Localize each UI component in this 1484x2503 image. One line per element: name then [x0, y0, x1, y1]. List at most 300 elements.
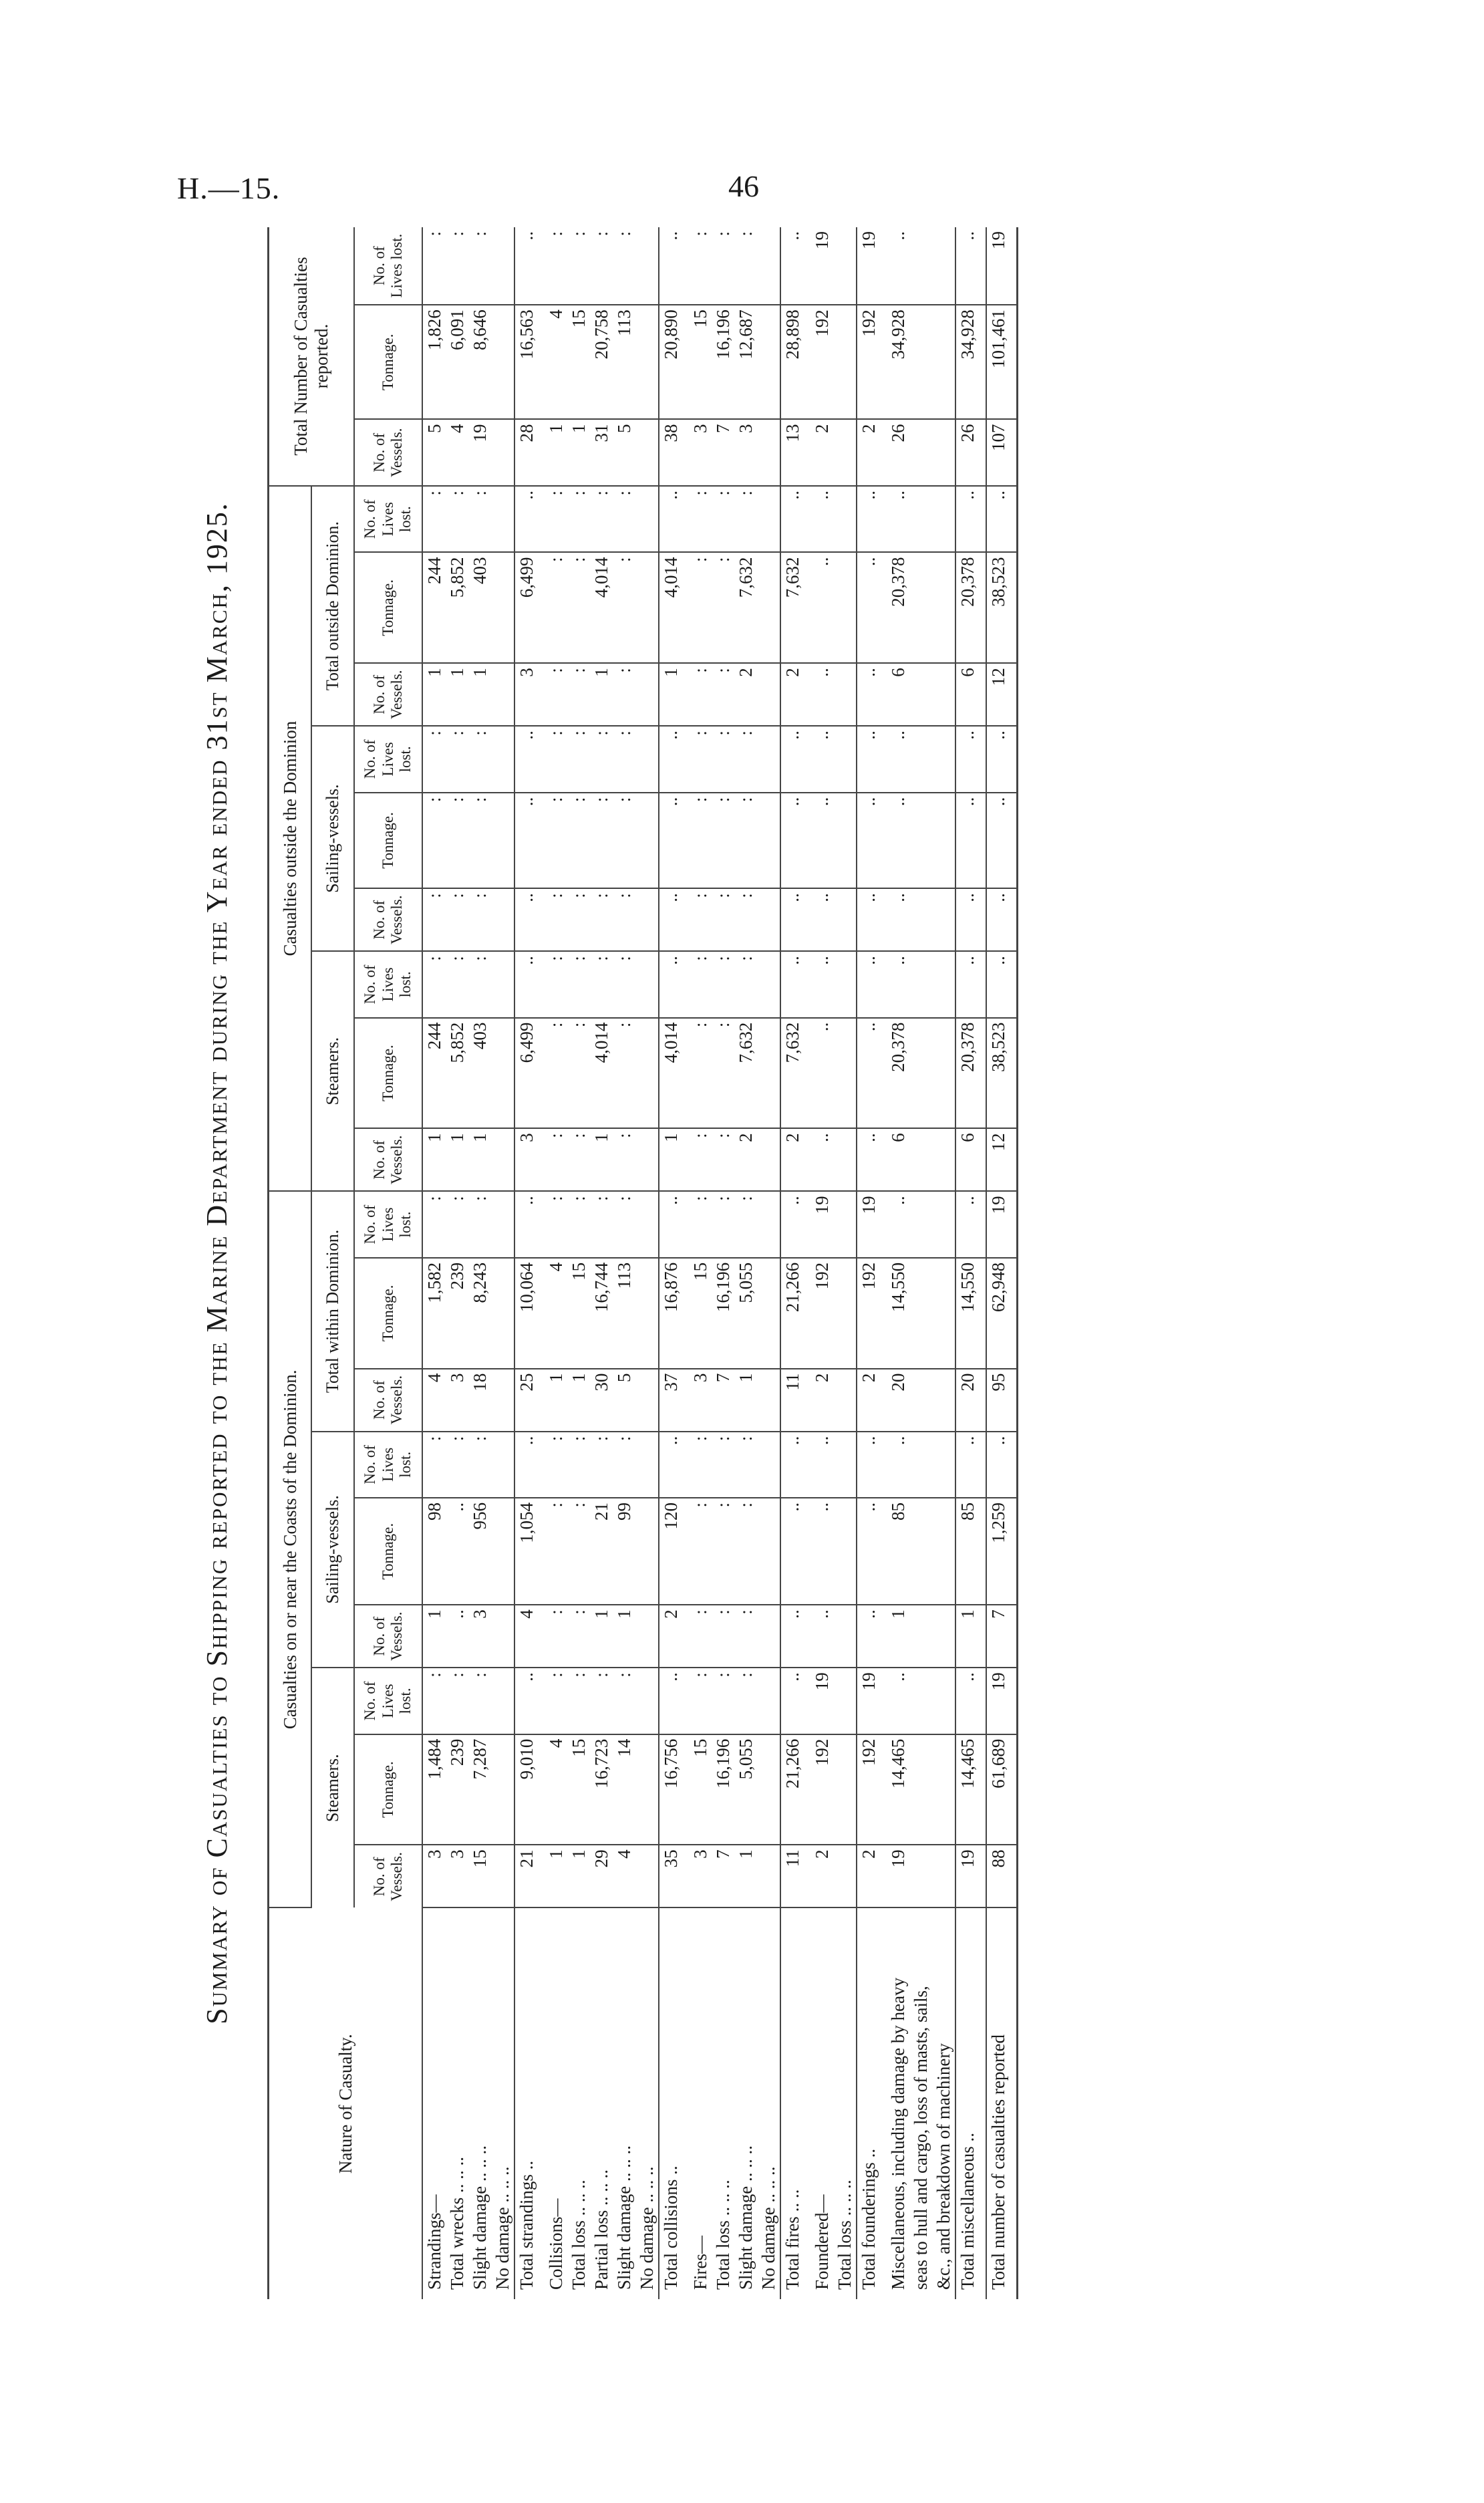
- value-cell: 19: [986, 1191, 1010, 1258]
- value-cell: ..: [780, 1498, 804, 1605]
- spacer-cell: [1010, 726, 1018, 792]
- value-cell: ..: [857, 951, 880, 1017]
- value-cell: 34,928: [887, 305, 955, 419]
- value-cell: 1: [659, 663, 682, 726]
- spacer-cell: [1010, 419, 1018, 485]
- value-cell: 244 5,852 403: [422, 552, 514, 663]
- value-cell: 38,523: [986, 1018, 1010, 1129]
- spacer-cell: [979, 1605, 986, 1668]
- value-cell: ..: [780, 888, 804, 951]
- value-cell: ..: [810, 951, 857, 1017]
- value-cell: 4,014: [659, 552, 682, 663]
- page-number: 46: [728, 169, 759, 203]
- value-cell: 19: [857, 1191, 880, 1258]
- spacer-cell: [979, 793, 986, 889]
- row-spacer: [538, 227, 545, 2299]
- spacer-cell: [682, 552, 689, 663]
- value-cell: 1 1 29 4: [545, 1845, 659, 1907]
- value-cell: 12: [986, 663, 1010, 726]
- value-cell: ..: [857, 888, 880, 951]
- spacer-cell: [538, 552, 545, 663]
- within-dominion-header: Casualties on or near the Coasts of the Dominion.: [269, 1191, 312, 1907]
- spacer-cell: [1010, 793, 1018, 889]
- spacer-cell: [979, 1369, 986, 1432]
- spacer-cell: [804, 1258, 810, 1369]
- spacer-cell: [538, 305, 545, 419]
- value-cell: : : :: [422, 951, 514, 1017]
- value-cell: 1,582 239 8,243: [422, 1258, 514, 1369]
- value-cell: 4: [514, 1605, 538, 1668]
- table-row: [422, 227, 514, 2299]
- spacer-cell: [880, 793, 887, 889]
- value-cell: ..: [887, 793, 955, 889]
- value-cell: ..: [810, 793, 857, 889]
- spacer-cell: [979, 663, 986, 726]
- value-cell: ..: [955, 1432, 979, 1498]
- value-cell: ..: [986, 1432, 1010, 1498]
- value-cell: 3: [514, 663, 538, 726]
- value-cell: ..: [514, 793, 538, 889]
- spacer-cell: [979, 486, 986, 553]
- row-spacer: [804, 227, 810, 2299]
- value-cell: ..: [955, 227, 979, 305]
- value-cell: 192: [810, 305, 857, 419]
- value-cell: ..: [857, 726, 880, 792]
- total-outside-header: Total outside Dominion.: [311, 486, 354, 726]
- value-cell: ..: [780, 486, 804, 553]
- value-cell: ..: [514, 888, 538, 951]
- value-cell: 20,378: [955, 1018, 979, 1129]
- value-cell: : : 2: [689, 1128, 780, 1191]
- spacer-cell: [880, 726, 887, 792]
- value-cell: ..: [857, 663, 880, 726]
- spacer-cell: [682, 1258, 689, 1369]
- outside-dominion-header: Casualties outside the Dominion: [269, 486, 312, 1191]
- value-cell: 14,550: [887, 1258, 955, 1369]
- value-cell: 85: [955, 1498, 979, 1605]
- spacer-cell: [979, 1258, 986, 1369]
- value-cell: 2: [810, 1369, 857, 1432]
- column-label-vessels: No. of Vessels.: [354, 1128, 422, 1191]
- value-cell: 20: [955, 1369, 979, 1432]
- value-cell: 6,499: [514, 1018, 538, 1129]
- value-cell: 16,563: [514, 305, 538, 419]
- value-cell: : : :: [689, 888, 780, 951]
- value-cell: 4 3 18: [422, 1369, 514, 1432]
- spacer-cell: [880, 1128, 887, 1191]
- value-cell: 19: [857, 227, 880, 305]
- value-cell: : : 1 :: [545, 1128, 659, 1191]
- spacer-cell: [979, 1907, 986, 2299]
- value-cell: 2: [780, 1128, 804, 1191]
- value-cell: 19: [986, 1668, 1010, 1734]
- spacer-cell: [804, 1734, 810, 1845]
- value-cell: : : :: [422, 1191, 514, 1258]
- column-label-tonnage: Tonnage.: [354, 1018, 422, 1129]
- spacer-cell: [1010, 227, 1018, 305]
- spacer-cell: [1010, 1128, 1018, 1191]
- rotated-table-block: [187, 227, 1323, 2299]
- spacer-cell: [682, 1369, 689, 1432]
- spacer-cell: [804, 663, 810, 726]
- spacer-cell: [804, 1432, 810, 1498]
- spacer-cell: [804, 726, 810, 792]
- spacer-cell: [880, 305, 887, 419]
- spacer-cell: [538, 1907, 545, 2299]
- value-cell: 1: [955, 1605, 979, 1668]
- within-steamers-header: Steamers.: [311, 1668, 354, 1907]
- value-cell: 21,266: [780, 1734, 804, 1845]
- value-cell: : : :: [689, 1432, 780, 1498]
- spacer-cell: [804, 1369, 810, 1432]
- column-label-tonnage: Tonnage.: [354, 1734, 422, 1845]
- value-cell: : : :: [689, 951, 780, 1017]
- spacer-cell: [804, 1907, 810, 2299]
- value-cell: 3: [514, 1128, 538, 1191]
- value-cell: 4 15 20,758 113: [545, 305, 659, 419]
- nature-cell: Total miscellaneous ..: [955, 1907, 979, 2299]
- spacer-cell: [682, 1432, 689, 1498]
- value-cell: ..: [810, 1432, 857, 1498]
- value-cell: 19: [810, 227, 857, 305]
- value-cell: ..: [780, 1605, 804, 1668]
- value-cell: : : :: [689, 793, 780, 889]
- spacer-cell: [804, 227, 810, 305]
- value-cell: 26: [887, 419, 955, 485]
- value-cell: 20: [887, 1369, 955, 1432]
- spacer-cell: [1010, 1258, 1018, 1369]
- column-label-vessels: No. of Vessels.: [354, 1605, 422, 1668]
- spacer-cell: [880, 951, 887, 1017]
- value-cell: : : 7,632: [689, 552, 780, 663]
- value-cell: ..: [659, 793, 682, 889]
- value-cell: 25: [514, 1369, 538, 1432]
- value-cell: 192: [857, 1734, 880, 1845]
- nature-cell: Total founderings ..: [857, 1907, 880, 2299]
- nature-cell: Collisions— Total loss .. .. .. Partial loss .. .. .. Slight damage .. .. .. No damage .. .. ..: [546, 2145, 657, 2290]
- value-cell: : : :: [422, 888, 514, 951]
- spacer-cell: [682, 1845, 689, 1907]
- spacer-cell: [979, 1734, 986, 1845]
- column-label-vessels: No. of Vessels.: [354, 1369, 422, 1432]
- column-label-lives: No. of Lives lost.: [354, 1668, 422, 1734]
- value-cell: 10,064: [514, 1258, 538, 1369]
- spacer-cell: [1010, 1845, 1018, 1907]
- value-cell: 3 7 1: [689, 1845, 780, 1907]
- column-label-vessels: No. of Vessels.: [354, 419, 422, 485]
- spacer-cell: [682, 1191, 689, 1258]
- spacer-cell: [682, 1498, 689, 1605]
- value-cell: 14,465: [955, 1734, 979, 1845]
- spacer-cell: [880, 227, 887, 305]
- value-cell: 28: [514, 419, 538, 485]
- value-cell: ..: [857, 1498, 880, 1605]
- value-cell: : : :: [422, 793, 514, 889]
- value-cell: 1 1 1: [422, 663, 514, 726]
- value-cell: 11: [780, 1845, 804, 1907]
- spacer-cell: [979, 419, 986, 485]
- value-cell: ..: [955, 1191, 979, 1258]
- value-cell: : : 4,014 :: [545, 1018, 659, 1129]
- column-label-tonnage: Tonnage.: [354, 793, 422, 889]
- value-cell: ..: [887, 227, 955, 305]
- spacer-cell: [1010, 663, 1018, 726]
- value-cell: 1: [659, 1128, 682, 1191]
- spacer-cell: [538, 1668, 545, 1734]
- spacer-cell: [880, 419, 887, 485]
- value-cell: 2: [780, 663, 804, 726]
- value-cell: : : :: [689, 227, 780, 305]
- spacer-cell: [538, 1734, 545, 1845]
- column-label-tonnage: Tonnage.: [354, 1498, 422, 1605]
- value-cell: ..: [780, 793, 804, 889]
- value-cell: : : : :: [545, 1432, 659, 1498]
- value-cell: ..: [780, 1432, 804, 1498]
- value-cell: ..: [857, 793, 880, 889]
- spacer-cell: [682, 951, 689, 1017]
- spacer-cell: [1010, 1734, 1018, 1845]
- spacer-cell: [682, 1128, 689, 1191]
- value-cell: ..: [659, 486, 682, 553]
- nature-cell: Miscellaneous, including damage by heavy seas to hull and cargo, loss of masts, sails, &c., and breakdown of machinery: [888, 1977, 953, 2290]
- total-row: [986, 227, 1010, 2299]
- spacer-cell: [804, 793, 810, 889]
- row-spacer: [880, 227, 887, 2299]
- column-label-vessels: No. of Vessels.: [354, 1845, 422, 1907]
- spacer-cell: [1010, 1668, 1018, 1734]
- spacer-cell: [880, 1258, 887, 1369]
- column-label-tonnage: Tonnage.: [354, 1258, 422, 1369]
- spacer-cell: [804, 951, 810, 1017]
- value-cell: 38,523: [986, 552, 1010, 663]
- spacer-cell: [682, 1907, 689, 2299]
- value-cell: 62,948: [986, 1258, 1010, 1369]
- value-cell: 2: [659, 1605, 682, 1668]
- spacer-cell: [1010, 1605, 1018, 1668]
- value-cell: : : 2: [689, 663, 780, 726]
- row-spacer: [682, 227, 689, 2299]
- value-cell: ..: [659, 227, 682, 305]
- value-cell: ..: [810, 486, 857, 553]
- value-cell: 19: [887, 1845, 955, 1907]
- value-cell: ..: [887, 1668, 955, 1734]
- table-row: [689, 227, 780, 2299]
- spacer-cell: [538, 1605, 545, 1668]
- spacer-cell: [538, 1498, 545, 1605]
- spacer-cell: [538, 1128, 545, 1191]
- value-cell: : : : :: [545, 1191, 659, 1258]
- value-cell: 4 15 16,744 113: [545, 1258, 659, 1369]
- column-label-lives: No. of Lives lost.: [354, 1432, 422, 1498]
- value-cell: ..: [514, 951, 538, 1017]
- spacer-cell: [1010, 552, 1018, 663]
- value-cell: 1,826 6,091 8,646: [422, 305, 514, 419]
- spacer-cell: [682, 419, 689, 485]
- value-cell: ..: [955, 793, 979, 889]
- spacer-cell: [979, 305, 986, 419]
- value-cell: ..: [887, 888, 955, 951]
- spacer-cell: [1010, 1018, 1018, 1129]
- value-cell: ..: [780, 951, 804, 1017]
- value-cell: 3 7 1: [689, 1369, 780, 1432]
- value-cell: 2: [810, 1845, 857, 1907]
- spacer-cell: [979, 1498, 986, 1605]
- spacer-cell: [804, 486, 810, 553]
- value-cell: ..: [887, 486, 955, 553]
- spacer-cell: [880, 1845, 887, 1907]
- value-cell: 120: [659, 1498, 682, 1605]
- column-label-lives: No. of Lives lost.: [354, 726, 422, 792]
- value-cell: 1,054: [514, 1498, 538, 1605]
- spacer-cell: [880, 1369, 887, 1432]
- value-cell: ..: [887, 951, 955, 1017]
- value-cell: ..: [810, 888, 857, 951]
- value-cell: 19: [857, 1668, 880, 1734]
- spacer-cell: [538, 663, 545, 726]
- nature-cell: Total strandings ..: [514, 1907, 538, 2299]
- spacer-cell: [538, 793, 545, 889]
- spacer-cell: [880, 1734, 887, 1845]
- value-cell: ..: [810, 1498, 857, 1605]
- value-cell: 192: [810, 1258, 857, 1369]
- value-cell: : : : :: [545, 951, 659, 1017]
- spacer-cell: [804, 1605, 810, 1668]
- spacer-cell: [682, 793, 689, 889]
- total-row: [514, 227, 538, 2299]
- spacer-cell: [682, 1605, 689, 1668]
- spacer-cell: [538, 1018, 545, 1129]
- value-cell: 19: [986, 227, 1010, 305]
- value-cell: ..: [857, 486, 880, 553]
- value-cell: 19: [810, 1191, 857, 1258]
- value-cell: ..: [659, 1191, 682, 1258]
- value-cell: ..: [659, 951, 682, 1017]
- spacer-cell: [682, 663, 689, 726]
- value-cell: : : :: [689, 1498, 780, 1605]
- column-label-lives: No. of Lives lost.: [354, 951, 422, 1017]
- spacer-cell: [538, 419, 545, 485]
- value-cell: ..: [810, 1128, 857, 1191]
- spacer-cell: [538, 726, 545, 792]
- spacer-cell: [538, 888, 545, 951]
- value-cell: ..: [986, 726, 1010, 792]
- spacer-cell: [682, 486, 689, 553]
- nature-cell: Strandings— Total wrecks .. .. .. Slight damage .. .. .. No damage .. .. ..: [424, 2145, 512, 2290]
- spacer-cell: [538, 227, 545, 305]
- spacer-cell: [1010, 1369, 1018, 1432]
- value-cell: 88: [986, 1845, 1010, 1907]
- value-cell: 192: [810, 1734, 857, 1845]
- page-reference: H.—15.: [177, 171, 281, 205]
- value-cell: ..: [986, 951, 1010, 1017]
- within-sailing-header: Sailing-vessels.: [311, 1432, 354, 1668]
- nature-cell: Foundered— Total loss .. .. ..: [812, 2180, 855, 2290]
- value-cell: 16,876: [659, 1258, 682, 1369]
- spacer-cell: [682, 726, 689, 792]
- spacer-cell: [880, 1018, 887, 1129]
- value-cell: 98 .. 956: [422, 1498, 514, 1605]
- value-cell: 1,259: [986, 1498, 1010, 1605]
- value-cell: 9,010: [514, 1734, 538, 1845]
- nature-cell: Total fires .. ..: [780, 1907, 804, 2299]
- value-cell: 20,890: [659, 305, 682, 419]
- value-cell: ..: [810, 1018, 857, 1129]
- value-cell: 6: [887, 1128, 955, 1191]
- value-cell: ..: [780, 1191, 804, 1258]
- value-cell: ..: [780, 227, 804, 305]
- grand-total-header: Total Number of Casualties reported.: [269, 227, 355, 486]
- nature-column-header: Nature of Casualty.: [269, 1907, 423, 2299]
- value-cell: 1 1 1: [422, 1128, 514, 1191]
- value-cell: : : :: [689, 1605, 780, 1668]
- nature-cell: Total number of casualties reported: [986, 1907, 1010, 2299]
- value-cell: 107: [986, 419, 1010, 485]
- value-cell: ..: [659, 1668, 682, 1734]
- spacer-cell: [880, 1191, 887, 1258]
- value-cell: ..: [514, 486, 538, 553]
- value-cell: 35: [659, 1845, 682, 1907]
- value-cell: ..: [857, 552, 880, 663]
- value-cell: : : : :: [545, 486, 659, 553]
- value-cell: ..: [514, 726, 538, 792]
- value-cell: : : : :: [545, 888, 659, 951]
- table-row: [545, 227, 659, 2299]
- value-cell: 4,014: [659, 1018, 682, 1129]
- value-cell: : : 21 99: [545, 1498, 659, 1605]
- value-cell: ..: [955, 888, 979, 951]
- value-cell: : : :: [422, 227, 514, 305]
- spacer-cell: [682, 1018, 689, 1129]
- value-cell: 28,898: [780, 305, 804, 419]
- value-cell: 61,689: [986, 1734, 1010, 1845]
- value-cell: ..: [857, 1432, 880, 1498]
- spacer-cell: [804, 888, 810, 951]
- value-cell: : : :: [689, 1191, 780, 1258]
- value-cell: : : : :: [545, 1668, 659, 1734]
- value-cell: 7,632: [780, 1018, 804, 1129]
- spacer-cell: [538, 1258, 545, 1369]
- value-cell: 37: [659, 1369, 682, 1432]
- spacer-cell: [979, 1191, 986, 1258]
- value-cell: 11: [780, 1369, 804, 1432]
- value-cell: 21: [514, 1845, 538, 1907]
- value-cell: 19: [955, 1845, 979, 1907]
- outside-sailing-header: Sailing-vessels.: [311, 726, 354, 951]
- spacer-cell: [804, 1498, 810, 1605]
- spacer-cell: [880, 486, 887, 553]
- spacer-cell: [880, 888, 887, 951]
- spacer-cell: [979, 1018, 986, 1129]
- value-cell: ..: [514, 1668, 538, 1734]
- value-cell: : : :: [689, 726, 780, 792]
- value-cell: 16,756: [659, 1734, 682, 1845]
- spacer-cell: [538, 486, 545, 553]
- spacer-cell: [538, 1432, 545, 1498]
- value-cell: ..: [659, 726, 682, 792]
- value-cell: ..: [659, 1432, 682, 1498]
- value-cell: 85: [887, 1498, 955, 1605]
- value-cell: ..: [810, 552, 857, 663]
- spacer-cell: [538, 1369, 545, 1432]
- value-cell: 1 1 31 5: [545, 419, 659, 485]
- value-cell: 2: [857, 1845, 880, 1907]
- value-cell: 12: [986, 1128, 1010, 1191]
- spacer-cell: [979, 726, 986, 792]
- value-cell: 38: [659, 419, 682, 485]
- value-cell: 34,928: [955, 305, 979, 419]
- table-title: Summary of Casualties to Shipping reported to the Marine Department during the Year ended 31st March, 1925.: [200, 502, 233, 2024]
- value-cell: 192: [857, 305, 880, 419]
